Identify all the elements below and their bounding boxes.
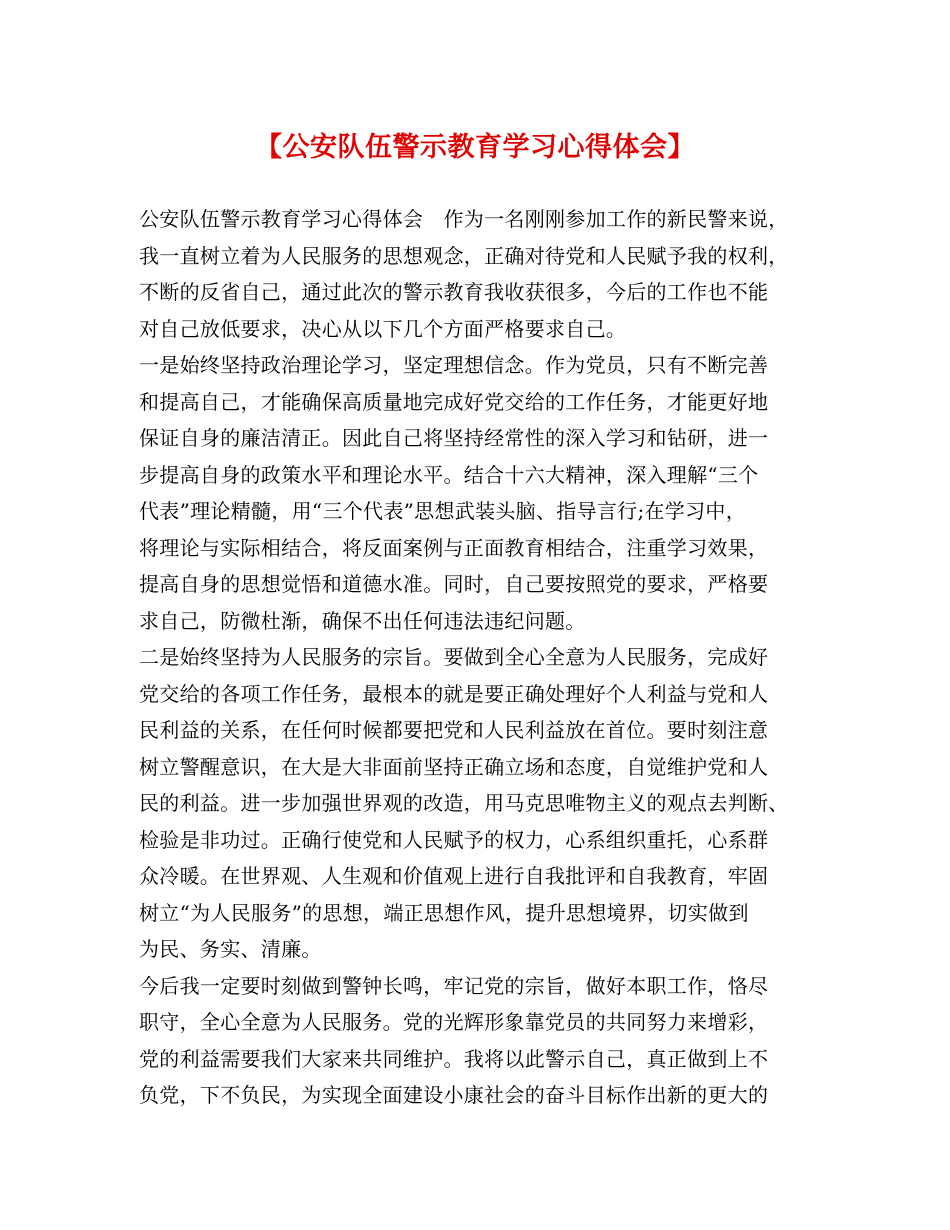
text-line: 步提高自身的政策水平和理论水平。结合十六大精神，深入理解“三个 bbox=[139, 462, 759, 487]
text-line: 不断的反省自己，通过此次的警示教育我收获很多，今后的工作也不能 bbox=[139, 280, 769, 304]
text-line: 二是始终坚持为人民服务的宗旨。要做到全心全意为人民服务，完成好 bbox=[139, 645, 769, 669]
text-line: 树立警醒意识，在大是大非面前坚持正确立场和态度，自觉维护党和人 bbox=[139, 754, 769, 779]
document-title: 【公安队伍警示教育学习心得体会】 bbox=[255, 132, 695, 163]
text-line: 树立“为人民服务”的思想，端正思想作风，提升思想境界，切实做到 bbox=[139, 900, 749, 925]
text-line: 今后我一定要时刻做到警钟长鸣，牢记党的宗旨，做好本职工作，恪尽 bbox=[139, 973, 769, 998]
text-line: 一是始终坚持政治理论学习，坚定理想信念。作为党员，只有不断完善 bbox=[139, 353, 769, 377]
text-line: 党交给的各项工作任务，最根本的就是要正确处理好个人利益与党和人 bbox=[139, 681, 769, 706]
text-line: 我一直树立着为人民服务的思想观念，正确对待党和人民赋予我的权利， bbox=[139, 243, 789, 268]
text-line: 民的利益。进一步加强世界观的改造，用马克思唯物主义的观点去判断、 bbox=[139, 791, 789, 815]
text-line: 提高自身的思想觉悟和道德水准。同时，自己要按照党的要求，严格要 bbox=[139, 572, 769, 596]
text-line: 为民、务实、清廉。 bbox=[139, 937, 322, 961]
text-line: 将理论与实际相结合，将反面案例与正面教育相结合，注重学习效果， bbox=[139, 535, 769, 560]
text-line: 党的利益需要我们大家来共同维护。我将以此警示自己，真正做到上不 bbox=[139, 1046, 769, 1071]
text-line: 保证自身的廉洁清正。因此自己将坚持经常性的深入学习和钻研，进一 bbox=[139, 426, 769, 450]
text-line: 职守，全心全意为人民服务。党的光辉形象靠党员的共同努力来增彩， bbox=[139, 1010, 769, 1034]
text-line: 求自己，防微杜渐，确保不出任何违法违纪问题。 bbox=[139, 608, 586, 633]
text-line: 对自己放低要求，决心从以下几个方面严格要求自己。 bbox=[139, 316, 627, 341]
text-line: 公安队伍警示教育学习心得体会 作为一名刚刚参加工作的新民警来说， bbox=[139, 207, 789, 231]
document-body bbox=[139, 201, 839, 1114]
text-line: 负党，下不负民，为实现全面建设小康社会的奋斗目标作出新的更大的 bbox=[139, 1083, 769, 1107]
text-line: 众冷暖。在世界观、人生观和价值观上进行自我批评和自我教育，牢固 bbox=[139, 864, 769, 888]
text-line: 代表”理论精髓，用“三个代表”思想武装头脑、指导言行;在学习中， bbox=[139, 499, 747, 523]
text-line: 检验是非功过。正确行使党和人民赋予的权力，心系组织重托，心系群 bbox=[139, 827, 769, 852]
text-line: 和提高自己，才能确保高质量地完成好党交给的工作任务，才能更好地 bbox=[139, 389, 769, 414]
text-line: 民利益的关系，在任何时候都要把党和人民利益放在首位。要时刻注意 bbox=[139, 718, 769, 742]
